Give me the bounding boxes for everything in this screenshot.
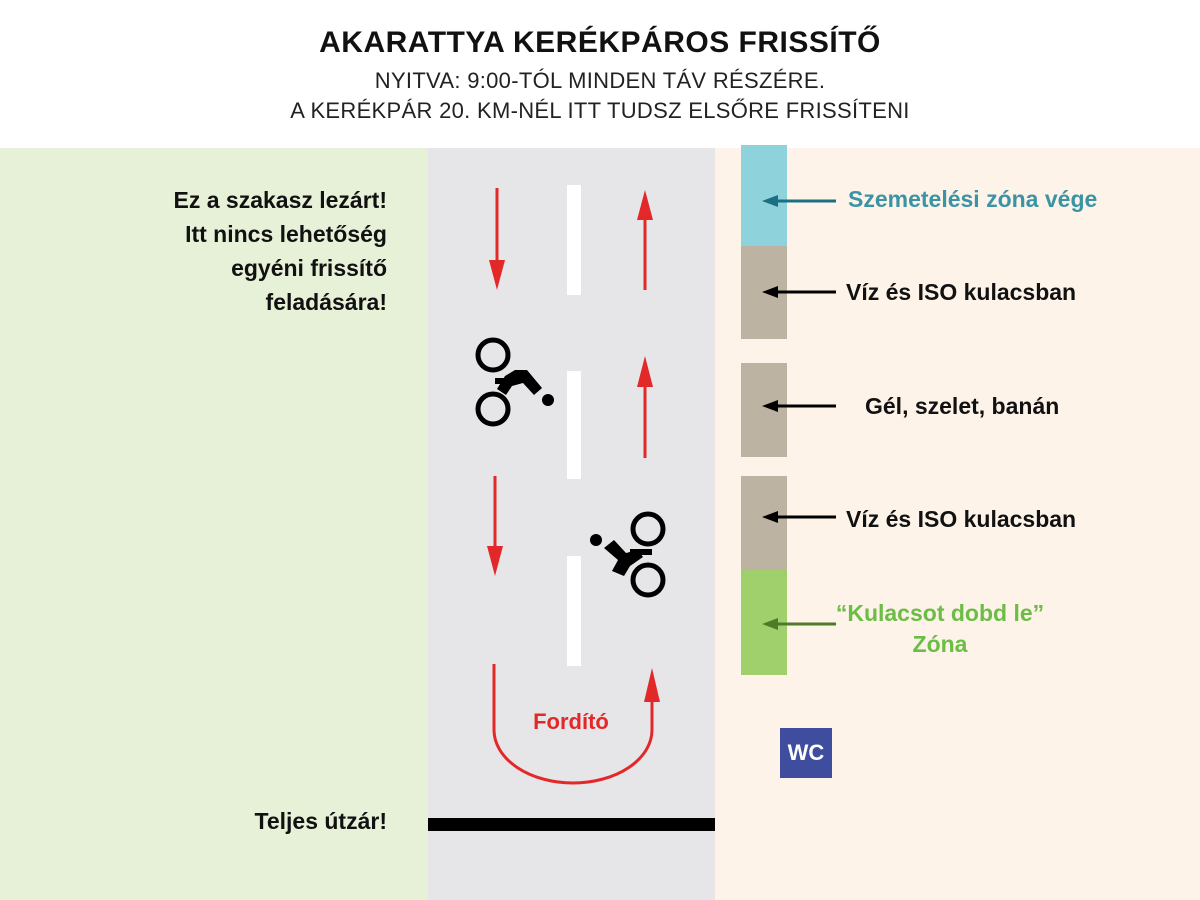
lane-dash-1: [567, 185, 581, 295]
cyclist-down-icon: [478, 340, 554, 424]
closed-note-line-2: Itt nincs lehetőség: [185, 221, 387, 247]
pointer-arrow-water-iso-1: [762, 286, 836, 298]
pointer-arrow-water-iso-2: [762, 511, 836, 523]
pointer-arrow-bottle-drop: [762, 618, 836, 630]
arrow-down-2-icon: [487, 476, 503, 576]
bottle-drop-line-1: “Kulacsot dobd le”: [835, 600, 1045, 626]
bottle-drop-line-2: Zóna: [912, 631, 968, 657]
arrow-up-2-icon: [637, 356, 653, 458]
wc-sign: WC: [780, 728, 832, 778]
closed-note-line-3: egyéni frissítő: [231, 255, 387, 281]
cyclist-up-icon: [590, 514, 663, 595]
station-label-gel-bar-banana: Gél, szelet, banán: [865, 393, 1060, 419]
subtitle-line-1: NYITVA: 9:00-TÓL MINDEN TÁV RÉSZÉRE.: [374, 68, 826, 93]
page-title: AKARATTYA KERÉKPÁROS FRISSÍTŐ: [319, 26, 881, 59]
arrow-up-1-icon: [637, 190, 653, 290]
closed-note-line-4: feladására!: [265, 289, 387, 315]
u-turn-label: Fordító: [533, 709, 609, 734]
pointer-arrow-litter-end: [762, 195, 836, 207]
road-closure-bar: [428, 818, 715, 831]
road-closure-label: Teljes útzár!: [254, 808, 387, 834]
closed-note-line-1: Ez a szakasz lezárt!: [173, 187, 387, 213]
subtitle-line-2: A KERÉKPÁR 20. KM-NÉL ITT TUDSZ ELSŐRE FRISSÍTENI: [290, 98, 910, 123]
station-label-water-iso-2: Víz és ISO kulacsban: [846, 506, 1077, 532]
lane-dash-2: [567, 371, 581, 479]
arrow-down-1-icon: [489, 188, 505, 290]
pointer-arrow-gel-bar-banana: [762, 400, 836, 412]
u-turn-arrow-icon: [494, 664, 660, 783]
lane-dash-3: [567, 556, 581, 666]
station-label-litter-end: Szemetelési zóna vége: [848, 186, 1098, 212]
station-label-water-iso-1: Víz és ISO kulacsban: [846, 279, 1077, 305]
